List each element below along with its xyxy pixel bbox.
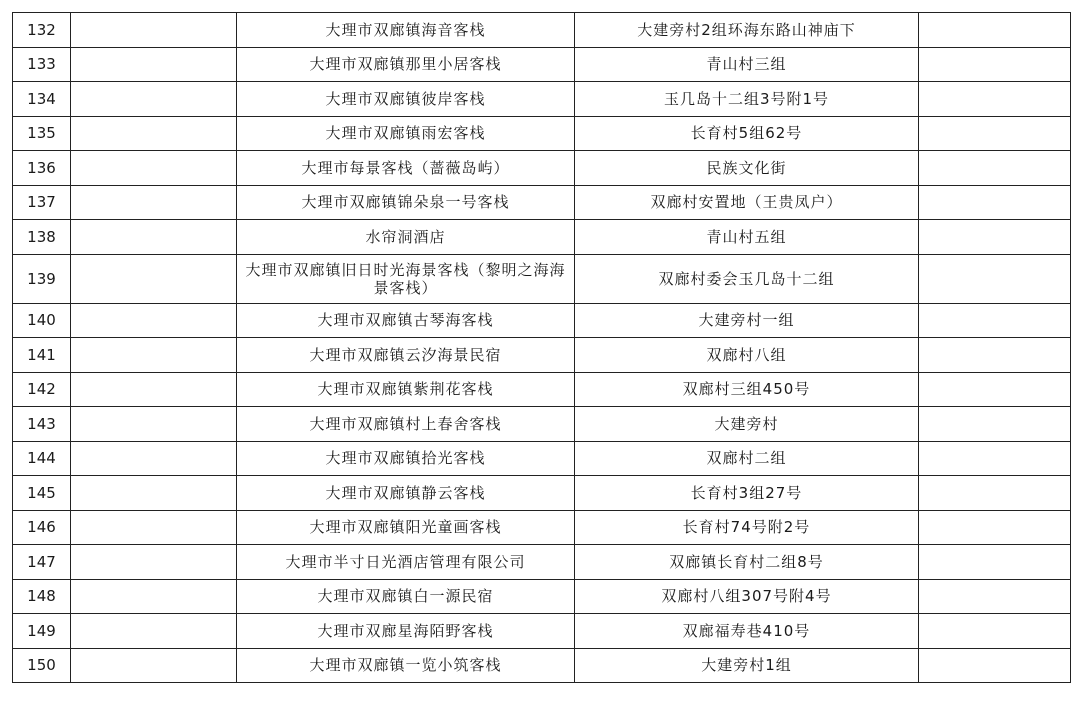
blank-cell [71, 579, 237, 614]
blank-cell [71, 648, 237, 683]
table-row [13, 407, 1071, 442]
table-row [13, 614, 1071, 649]
address-cell: 双廊村八组307号附4号 [575, 579, 919, 614]
address-cell: 长育村74号附2号 [575, 510, 919, 545]
lodging-name-cell: 大理市双廊镇那里小居客栈 [237, 47, 575, 82]
lodging-name-cell: 大理市双廊镇雨宏客栈 [237, 116, 575, 151]
row-number-cell: 137 [13, 185, 71, 220]
row-number-cell: 144 [13, 441, 71, 476]
table-row [13, 185, 1071, 220]
table-row [13, 220, 1071, 255]
remarks-cell [919, 303, 1071, 338]
blank-cell [71, 254, 237, 303]
table-row [13, 13, 1071, 48]
table-row [13, 303, 1071, 338]
lodging-name-cell: 大理市双廊镇古琴海客栈 [237, 303, 575, 338]
blank-cell [71, 545, 237, 580]
remarks-cell [919, 614, 1071, 649]
blank-cell [71, 510, 237, 545]
row-number-cell: 150 [13, 648, 71, 683]
lodging-name-cell: 大理市双廊镇彼岸客栈 [237, 82, 575, 117]
address-cell: 双廊村二组 [575, 441, 919, 476]
lodging-name-cell: 大理市双廊镇紫荆花客栈 [237, 372, 575, 407]
lodging-name-cell: 大理市半寸日光酒店管理有限公司 [237, 545, 575, 580]
address-cell: 双廊镇长育村二组8号 [575, 545, 919, 580]
row-number-cell: 145 [13, 476, 71, 511]
table-row [13, 47, 1071, 82]
lodging-list-table [12, 12, 1071, 683]
lodging-name-cell: 大理市双廊星海陌野客栈 [237, 614, 575, 649]
table-row [13, 82, 1071, 117]
blank-cell [71, 220, 237, 255]
address-cell: 双廊村委会玉几岛十二组 [575, 254, 919, 303]
lodging-name-cell: 大理市双廊镇一览小筑客栈 [237, 648, 575, 683]
row-number-cell: 132 [13, 13, 71, 48]
remarks-cell [919, 579, 1071, 614]
address-cell: 大建旁村一组 [575, 303, 919, 338]
table-body [13, 13, 1071, 683]
lodging-name-cell: 大理市双廊镇旧日时光海景客栈（黎明之海海景客栈） [237, 254, 575, 303]
remarks-cell [919, 338, 1071, 373]
table-row [13, 648, 1071, 683]
remarks-cell [919, 82, 1071, 117]
row-number-cell: 148 [13, 579, 71, 614]
address-cell: 双廊福寿巷410号 [575, 614, 919, 649]
row-number-cell: 140 [13, 303, 71, 338]
row-number-cell: 147 [13, 545, 71, 580]
lodging-name-cell: 大理市双廊镇白一源民宿 [237, 579, 575, 614]
address-cell: 长育村3组27号 [575, 476, 919, 511]
blank-cell [71, 116, 237, 151]
row-number-cell: 142 [13, 372, 71, 407]
row-number-cell: 146 [13, 510, 71, 545]
remarks-cell [919, 648, 1071, 683]
blank-cell [71, 407, 237, 442]
table-row [13, 372, 1071, 407]
row-number-cell: 136 [13, 151, 71, 186]
address-cell: 大建旁村2组环海东路山神庙下 [575, 13, 919, 48]
address-cell: 大建旁村 [575, 407, 919, 442]
remarks-cell [919, 116, 1071, 151]
blank-cell [71, 476, 237, 511]
lodging-list-table-container [12, 12, 1070, 704]
row-number-cell: 133 [13, 47, 71, 82]
address-cell: 民族文化街 [575, 151, 919, 186]
remarks-cell [919, 372, 1071, 407]
lodging-name-cell: 大理市双廊镇拾光客栈 [237, 441, 575, 476]
table-row [13, 579, 1071, 614]
table-row [13, 116, 1071, 151]
remarks-cell [919, 545, 1071, 580]
table-row [13, 338, 1071, 373]
remarks-cell [919, 407, 1071, 442]
lodging-name-cell: 大理市双廊镇静云客栈 [237, 476, 575, 511]
blank-cell [71, 47, 237, 82]
remarks-cell [919, 510, 1071, 545]
row-number-cell: 138 [13, 220, 71, 255]
remarks-cell [919, 151, 1071, 186]
remarks-cell [919, 476, 1071, 511]
row-number-cell: 149 [13, 614, 71, 649]
table-row [13, 151, 1071, 186]
lodging-name-cell: 大理市双廊镇锦朵泉一号客栈 [237, 185, 575, 220]
lodging-name-cell: 大理市双廊镇云汐海景民宿 [237, 338, 575, 373]
remarks-cell [919, 254, 1071, 303]
blank-cell [71, 151, 237, 186]
table-row [13, 476, 1071, 511]
lodging-name-cell: 大理市每景客栈（蔷薇岛屿） [237, 151, 575, 186]
table-row [13, 510, 1071, 545]
blank-cell [71, 185, 237, 220]
address-cell: 大建旁村1组 [575, 648, 919, 683]
row-number-cell: 135 [13, 116, 71, 151]
address-cell: 双廊村三组450号 [575, 372, 919, 407]
address-cell: 玉几岛十二组3号附1号 [575, 82, 919, 117]
remarks-cell [919, 13, 1071, 48]
blank-cell [71, 614, 237, 649]
remarks-cell [919, 47, 1071, 82]
blank-cell [71, 82, 237, 117]
address-cell: 青山村五组 [575, 220, 919, 255]
lodging-name-cell: 大理市双廊镇村上春舍客栈 [237, 407, 575, 442]
blank-cell [71, 338, 237, 373]
table-row [13, 254, 1071, 303]
address-cell: 长育村5组62号 [575, 116, 919, 151]
table-row [13, 545, 1071, 580]
remarks-cell [919, 220, 1071, 255]
blank-cell [71, 372, 237, 407]
address-cell: 青山村三组 [575, 47, 919, 82]
lodging-name-cell: 大理市双廊镇阳光童画客栈 [237, 510, 575, 545]
lodging-name-cell: 大理市双廊镇海音客栈 [237, 13, 575, 48]
blank-cell [71, 303, 237, 338]
row-number-cell: 139 [13, 254, 71, 303]
remarks-cell [919, 441, 1071, 476]
table-row [13, 441, 1071, 476]
row-number-cell: 143 [13, 407, 71, 442]
remarks-cell [919, 185, 1071, 220]
row-number-cell: 134 [13, 82, 71, 117]
address-cell: 双廊村安置地（王贵凤户） [575, 185, 919, 220]
row-number-cell: 141 [13, 338, 71, 373]
blank-cell [71, 441, 237, 476]
blank-cell [71, 13, 237, 48]
address-cell: 双廊村八组 [575, 338, 919, 373]
lodging-name-cell: 水帘洞酒店 [237, 220, 575, 255]
